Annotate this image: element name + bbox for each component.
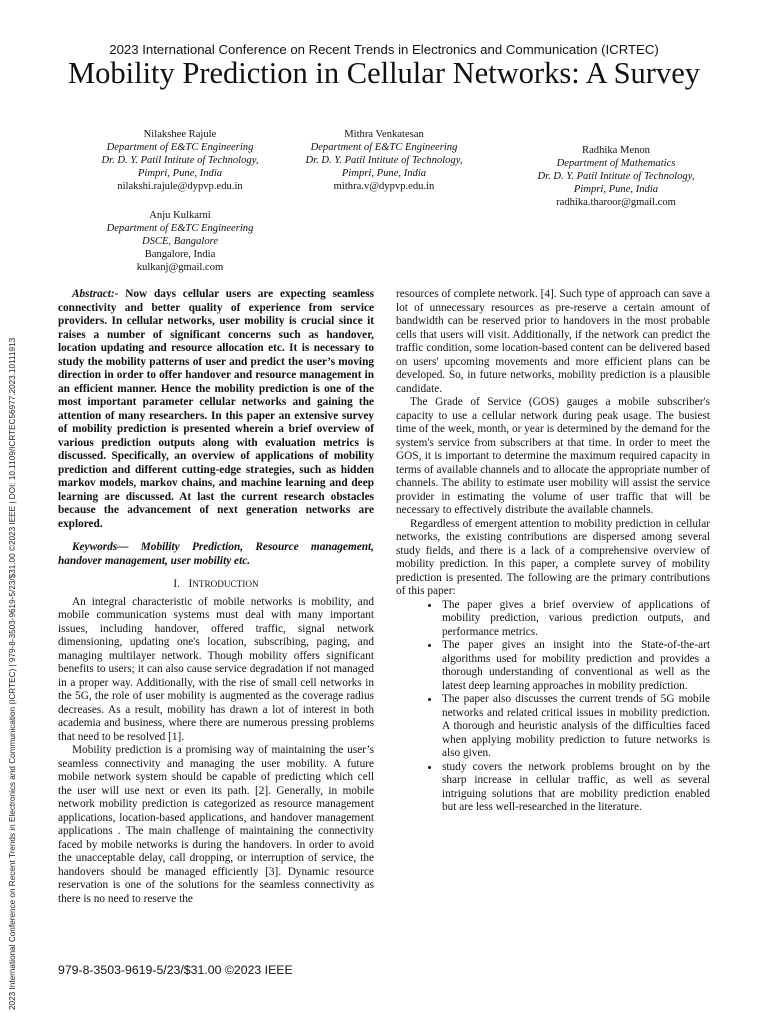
author-name: Anju Kulkarni (149, 210, 211, 221)
author-institute: Dr. D. Y. Patil Intitute of Technology, (537, 170, 695, 182)
abstract (58, 288, 374, 531)
author-name: Mithra Venkatesan (344, 129, 424, 140)
left-column (58, 288, 374, 906)
intro-paragraph: An integral characteristic of mobile networks is mobility, and mobile communication systems must deal with many important issues, including handover, offered traffic, signal network dimensioning, updating one's location, subscribing, paging, and managing multilayer network. Though mobility offers significant benefits to users; it can also cause service degradation if not managed in a proper way. Additionally, with the rise of small cell networks in the 5G, the role of user mobility is augmented as the coverage radius decreases. As a result, mobility has drawn a lot of interest in both academia and business, where there are numerous pressing problems that need to be resolved [1]. (58, 595, 374, 743)
author-city: Bangalore, India (144, 248, 216, 260)
author-city: Pimpri, Pune, India (137, 167, 223, 179)
right-column (396, 288, 710, 815)
author-name: Radhika Menon (582, 145, 650, 156)
body-paragraph: resources of complete network. [4]. Such type of approach can save a lot of unnecessary resources as pre-reserve a certain amount of bandwidth can be reserved prior to handovers in the most probable cells that users will visit. Additionally, if the network can predict the traffic condition, some location-based content can be delivered based on users' upcoming movements and more efficient plans can be developed. So, in future networks, mobility prediction is a plausible candidate. (396, 288, 710, 395)
section-heading-introduction (58, 578, 374, 592)
body-paragraph: The Grade of Service (GOS) gauges a mobile subscriber's capacity to use a cellular network during peak usage. The busiest time of the week, month, or year is determined by the demand for the system's service from subscribers at that time. In order to meet the GOS, it is important to determine the maximum required capacity in terms of available channels and to allocate the appropriate number of channels. The ability to estimate user mobility will assist the service provider in estimating the volume of user traffic that will be necessary to effectively distribute the available channels. (396, 396, 710, 516)
author-department: Department of Mathematics (556, 157, 676, 169)
list-item: • study covers the network problems brought on by the sharp increase in cellular traffic, as well as several intriguing solutions that are mobility prediction enabled but are less well-researched in the literature. (440, 761, 710, 815)
author-city: Pimpri, Pune, India (573, 183, 659, 195)
copyright-footer: 979-8-3503-9619-5/23/$31.00 ©2023 IEEE (58, 963, 293, 977)
author-email: radhika.tharoor@gmail.com (556, 196, 676, 208)
conference-name: 2023 International Conference on Recent Trends in Electronics and Communication (ICRTEC) (109, 42, 659, 57)
author-block (50, 210, 310, 275)
keywords-text: Mobility Prediction, Resource management, handover management, user mobility etc. (58, 541, 374, 567)
list-item: • The paper gives an insight into the State-of-the-art algorithms used for mobility prediction and provides a thorough understanding of conventional as well as the latest deep learning approaches in mobility prediction. (440, 639, 710, 693)
author-institute: Dr. D. Y. Patil Intitute of Technology, (101, 154, 259, 166)
abstract-text: Now days cellular users are expecting seamless connectivity and better quality of experience from service providers. In cellular networks, user mobility is crucial since it raises a number of significant concerns such as handover, location updating and resource allocation etc. It is necessary to study the mobility patterns of user and predict the user’s moving direction in order to offer handover and resource management in an efficient manner. Hence the mobility prediction is one of the most important parameter cellular networks and gaining the attention of many researchers. In this paper an extensive survey of mobility prediction is presented wherein a brief overview of various prediction outputs along with evaluation metrics is discussed. Specifically, an overview of applications of mobility prediction and different cutting-edge strategies, such as hidden markov models, markov chains, and machine learning and deep learning are discussed. At last the current research obstacles because the advancement of next generation networks are explored. (58, 288, 374, 530)
keywords-label: Keywords— (72, 541, 129, 553)
author-department: Department of E&TC Engineering (106, 222, 254, 234)
section-numeral: I. (173, 578, 180, 590)
author-block (486, 145, 746, 210)
list-item: • The paper gives a brief overview of applications of mobility prediction, various prediction outputs, and performance metrics. (440, 599, 710, 640)
author-institute: Dr. D. Y. Patil Intitute of Technology, (305, 154, 463, 166)
body-paragraph: Regardless of emergent attention to mobility prediction in cellular networks, the existing contributions are dispersed among several study fields, and there is a lack of a comprehensive overview of mobility prediction. In this paper, a complete survey of mobility prediction is presented. The following are the primary contributions of this paper: (396, 517, 710, 597)
contributions-list (396, 599, 710, 815)
author-email: mithra.v@dypvp.edu.in (333, 180, 435, 192)
doi-side-strip: 2023 International Conference on Recent Trends in Electronics and Communication (ICRTEC) | 979-8-3503-9619-5/23/$31.00 ©2023 IEEE | DOI: 10.1109/ICRTEC56977.2023.10111913 (8, 337, 17, 1010)
author-name: Nilakshee Rajule (143, 129, 217, 140)
abstract-label: Abstract:- (72, 288, 119, 300)
author-institute: DSCE, Bangalore (141, 235, 219, 247)
author-email: nilakshi.rajule@dypvp.edu.in (117, 180, 243, 192)
intro-paragraph: Mobility prediction is a promising way of maintaining the user’s seamless connectivity and managing the user mobility. A future mobile network system should be capable of predicting which cell the user will use next or even its path. [2]. Generally, in mobile network mobility prediction is categorized as resource management applications, location-based applications, and handover management applications . The main challenge of maintaining the connectivity faced by mobile networks is during the handovers. In order to avoid the unacceptable delay, call dropping, or interruption of service, the handovers should be managed efficiently [3]. Dynamic resource reservation is one of the solutions for the seamless connectivity as there is no need to reserve the (58, 744, 374, 905)
author-department: Department of E&TC Engineering (106, 141, 254, 153)
section-title-rest: NTRODUCTION (192, 579, 259, 589)
keywords (58, 541, 374, 568)
section-title-initial: I (188, 578, 193, 590)
author-block (254, 129, 514, 194)
author-city: Pimpri, Pune, India (341, 167, 427, 179)
paper-title: Mobility Prediction in Cellular Networks: A Survey (68, 56, 700, 90)
list-item: • The paper also discusses the current trends of 5G mobile networks and related critical issues in mobility prediction. A thorough and heuristic analysis of the difficulties faced when applying mobility prediction to future networks is also given. (440, 693, 710, 761)
author-email: kulkanj@gmail.com (136, 261, 224, 273)
author-department: Department of E&TC Engineering (310, 141, 458, 153)
